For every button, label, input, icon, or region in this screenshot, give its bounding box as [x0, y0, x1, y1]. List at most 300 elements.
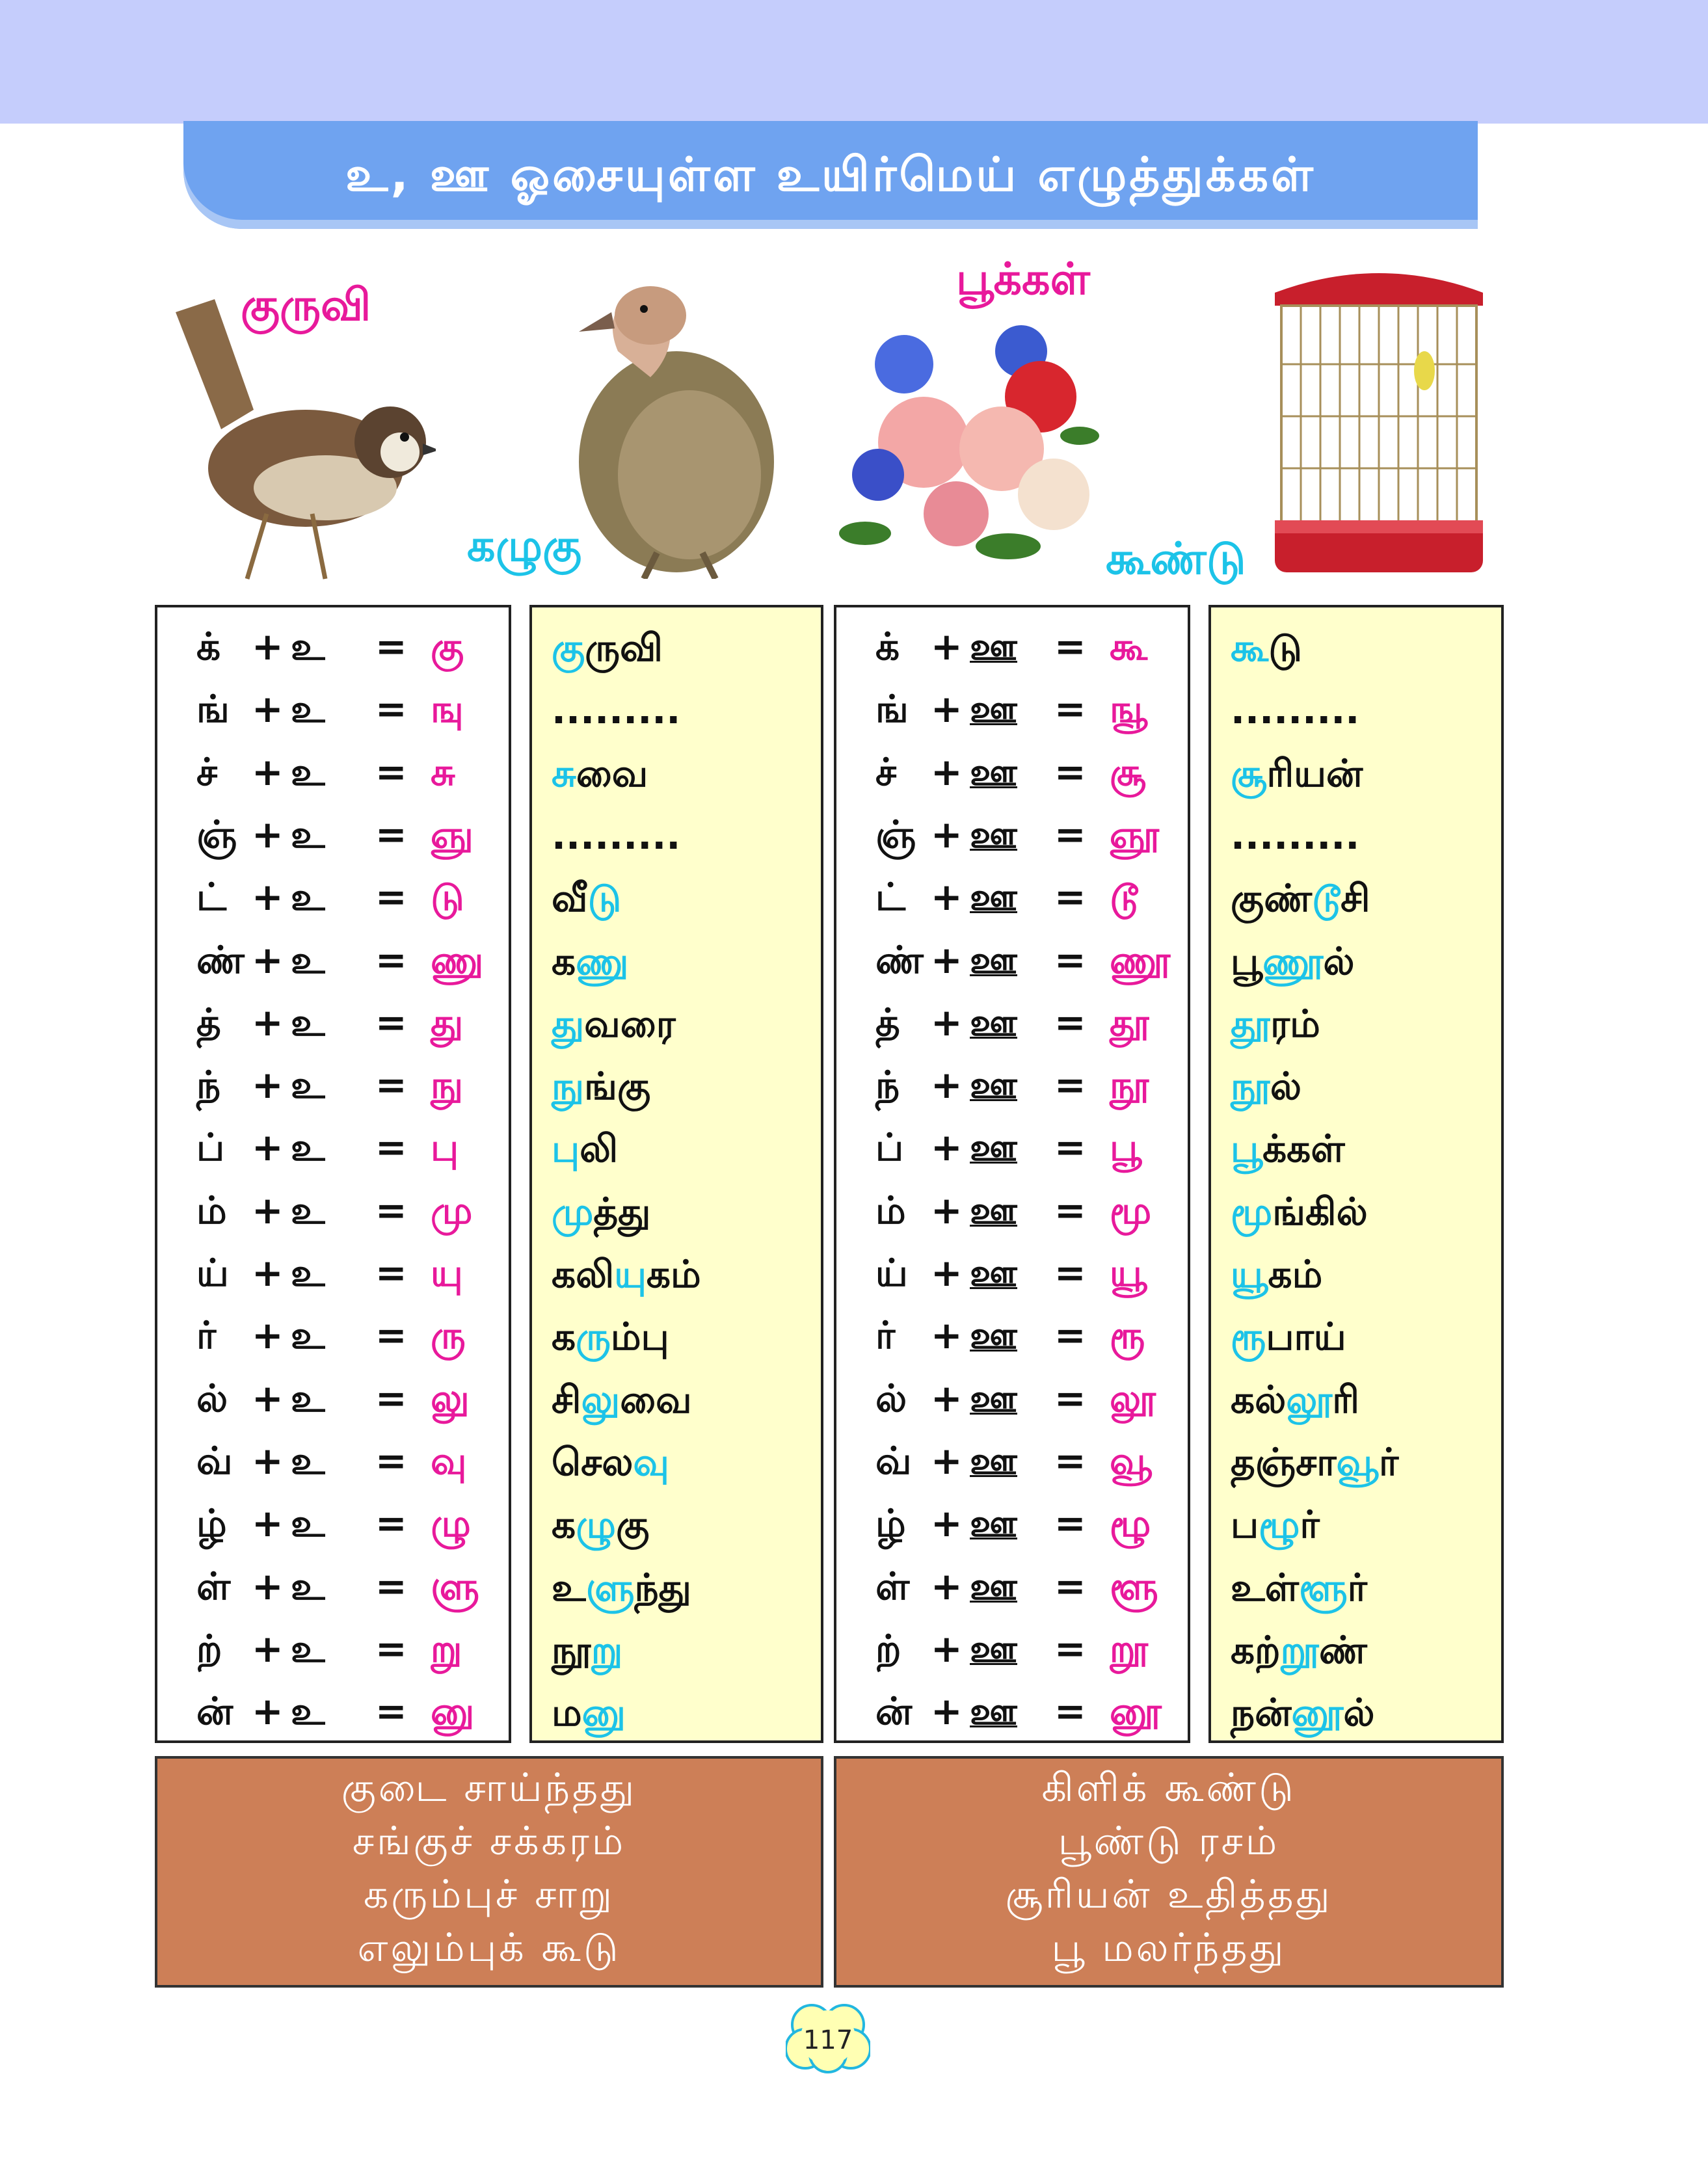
result-letter: டு: [431, 875, 464, 920]
equals-sign: =: [375, 1063, 407, 1108]
word-item: [552, 992, 676, 1056]
equals-sign: =: [1054, 624, 1086, 669]
word-part: .........: [1231, 813, 1360, 858]
result-letter: ஞூ: [1110, 812, 1160, 857]
word-item: [552, 805, 680, 868]
word-item: [552, 1681, 626, 1744]
vowel: உ: [291, 624, 325, 669]
equals-sign: =: [1054, 1376, 1086, 1420]
flowers-label: பூக்கள்: [956, 254, 1090, 305]
word-item: [1231, 992, 1320, 1056]
table_uu-row: [836, 1304, 1188, 1367]
u-combination-table: [155, 605, 511, 1743]
word-part: ர்: [1378, 1439, 1399, 1484]
highlighted-letter: கூ: [1231, 626, 1269, 670]
highlighted-letter: னு: [581, 1690, 626, 1735]
result-letter: ளு: [431, 1564, 479, 1608]
table_u-row: [157, 1492, 509, 1555]
result-letter: னூ: [1110, 1689, 1162, 1734]
consonant: ய்: [875, 1251, 908, 1295]
vowel: உ: [291, 812, 325, 857]
equals-sign: =: [375, 1000, 407, 1045]
title-banner: [183, 121, 1478, 229]
equals-sign: =: [1054, 1313, 1086, 1358]
vowel: உ: [291, 749, 325, 794]
word-part: நூ: [552, 1627, 591, 1672]
vowel: ஊ: [970, 1125, 1018, 1170]
word-item: [552, 679, 680, 742]
vowel: ஊ: [970, 624, 1018, 669]
equals-sign: =: [375, 1626, 407, 1671]
sparrow-label: குருவி: [241, 280, 371, 331]
plus-sign: +: [931, 1689, 963, 1734]
word-part: ர்: [1300, 1502, 1320, 1547]
word-item: [1231, 1305, 1346, 1368]
equals-sign: =: [375, 749, 407, 794]
vowel: உ: [291, 1501, 325, 1546]
vowel: உ: [291, 1063, 325, 1108]
word-part: கற்: [1231, 1627, 1281, 1672]
equals-sign: =: [1054, 1000, 1086, 1045]
consonant: ய்: [196, 1251, 229, 1295]
word-part: ல்: [1270, 1064, 1302, 1109]
plus-sign: +: [252, 1188, 284, 1232]
word-part: லி: [580, 1126, 619, 1171]
word-item: [552, 1368, 692, 1432]
phrase-box-left: [155, 1756, 823, 1988]
table_uu-row: [836, 1555, 1188, 1618]
consonant: ஞ்: [196, 812, 237, 857]
result-letter: து: [431, 1000, 464, 1045]
vowel: ஊ: [970, 1564, 1018, 1608]
table_u-row: [157, 1680, 509, 1743]
equals-sign: =: [1054, 812, 1086, 857]
word-part: ரம்: [1270, 1001, 1320, 1046]
word-item: [552, 867, 621, 930]
plus-sign: +: [252, 749, 284, 794]
word-part: ரி: [1332, 1377, 1359, 1422]
equals-sign: =: [1054, 1438, 1086, 1483]
equals-sign: =: [1054, 875, 1086, 920]
result-letter: நூ: [1110, 1063, 1149, 1108]
result-letter: சு: [431, 749, 455, 794]
phrase-left-2: சங்குச் சக்கரம்: [352, 1818, 626, 1864]
plus-sign: +: [252, 1000, 284, 1045]
highlighted-letter: யு: [614, 1252, 647, 1296]
word-part: .........: [552, 688, 681, 733]
consonant: ந்: [875, 1063, 900, 1108]
word-item: [1231, 617, 1302, 680]
plus-sign: +: [931, 624, 963, 669]
word-part: ம: [552, 1690, 582, 1735]
vowel: உ: [291, 1188, 325, 1232]
word-part: க: [552, 1502, 576, 1547]
table_uu-row: [836, 991, 1188, 1054]
page-number-badge: [786, 2002, 870, 2073]
highlighted-letter: பு: [552, 1126, 580, 1171]
result-letter: ரு: [431, 1313, 466, 1358]
word-part: ர்: [1347, 1565, 1367, 1610]
equals-sign: =: [375, 1564, 407, 1608]
result-letter: பூ: [1110, 1125, 1142, 1170]
word-item: [552, 1619, 622, 1682]
table_uu-row: [836, 1367, 1188, 1430]
word-part: வை: [576, 751, 648, 795]
equals-sign: =: [1054, 1251, 1086, 1295]
table_u-row: [157, 1116, 509, 1179]
word-item: [552, 617, 663, 680]
phrase-right-2: பூண்டு ரசம்: [1058, 1818, 1280, 1864]
highlighted-letter: றூ: [1280, 1627, 1319, 1672]
word-part: ம்பு: [610, 1314, 669, 1359]
result-letter: கு: [431, 624, 464, 669]
vowel: உ: [291, 1125, 325, 1170]
vulture-label: கழுகு: [467, 520, 582, 572]
plus-sign: +: [931, 687, 963, 732]
highlighted-letter: ழூ: [1259, 1502, 1300, 1547]
word-item: [1231, 742, 1363, 805]
consonant: ச்: [875, 749, 897, 794]
plus-sign: +: [252, 1501, 284, 1546]
equals-sign: =: [1054, 1501, 1086, 1546]
word-item: [1231, 1243, 1322, 1306]
highlighted-letter: று: [591, 1627, 623, 1672]
word-part: ண்: [1318, 1627, 1367, 1672]
result-letter: னு: [431, 1689, 475, 1734]
word-part: ல்: [1343, 1690, 1375, 1735]
result-letter: மு: [431, 1188, 473, 1232]
plus-sign: +: [252, 1063, 284, 1108]
word-part: ந்து: [634, 1565, 691, 1610]
table_uu-row: [836, 1618, 1188, 1681]
word-item: [552, 1055, 650, 1118]
word-item: [1231, 1055, 1301, 1118]
result-letter: லு: [431, 1376, 470, 1420]
word-part: ங்கில்: [1272, 1189, 1368, 1234]
result-letter: ரூ: [1110, 1313, 1145, 1358]
highlighted-letter: மு: [552, 1189, 594, 1234]
vowel: ஊ: [970, 687, 1018, 732]
vowel: ஊ: [970, 1188, 1018, 1232]
consonant: ல்: [875, 1376, 907, 1420]
plus-sign: +: [931, 1251, 963, 1295]
word-part: சி: [1341, 876, 1370, 921]
word-part: ப: [1231, 1502, 1259, 1547]
result-letter: ளூ: [1110, 1564, 1158, 1608]
uu-combination-table: [834, 605, 1190, 1743]
table_u-row: [157, 1555, 509, 1618]
plus-sign: +: [252, 1689, 284, 1734]
highlighted-letter: யூ: [1231, 1252, 1268, 1296]
equals-sign: =: [1054, 1188, 1086, 1232]
table_uu-row: [836, 1242, 1188, 1305]
result-letter: ணூ: [1110, 937, 1171, 982]
equals-sign: =: [375, 1313, 407, 1358]
word-item: [1231, 1117, 1345, 1180]
equals-sign: =: [375, 624, 407, 669]
word-part: ல்: [1323, 939, 1355, 983]
word-item: [1231, 679, 1359, 742]
vowel: ஊ: [970, 875, 1018, 920]
result-letter: று: [431, 1626, 462, 1671]
equals-sign: =: [375, 1125, 407, 1170]
result-letter: பு: [431, 1125, 459, 1170]
word-part: நன்: [1231, 1690, 1292, 1735]
plus-sign: +: [252, 1376, 284, 1420]
table_u-row: [157, 866, 509, 929]
vowel: உ: [291, 875, 325, 920]
result-letter: றூ: [1110, 1626, 1149, 1671]
plus-sign: +: [252, 624, 284, 669]
consonant: ச்: [196, 749, 218, 794]
word-item: [1231, 930, 1355, 993]
plus-sign: +: [931, 1438, 963, 1483]
word-part: க்கள்: [1262, 1126, 1345, 1171]
sparrow-image: [163, 299, 436, 585]
highlighted-letter: தூ: [1231, 1001, 1271, 1046]
highlighted-letter: ழு: [576, 1502, 617, 1547]
plus-sign: +: [252, 812, 284, 857]
word-item: [552, 742, 648, 805]
table_uu-row: [836, 1054, 1188, 1117]
consonant: ர்: [875, 1313, 896, 1358]
equals-sign: =: [375, 1689, 407, 1734]
word-part: வை: [620, 1377, 692, 1422]
highlighted-letter: ணு: [576, 939, 629, 983]
table_u-row: [157, 1179, 509, 1242]
word-item: [1231, 1619, 1367, 1682]
table_uu-row: [836, 1179, 1188, 1242]
result-letter: வூ: [1110, 1438, 1153, 1483]
consonant: வ்: [196, 1438, 233, 1483]
word-item: [1231, 1556, 1367, 1619]
vowel: உ: [291, 1251, 325, 1295]
word-part: த்து: [593, 1189, 651, 1234]
vowel: ஊ: [970, 1313, 1018, 1358]
consonant: ள்: [196, 1564, 231, 1608]
plus-sign: +: [931, 812, 963, 857]
word-part: க: [552, 939, 576, 983]
equals-sign: =: [1054, 1626, 1086, 1671]
equals-sign: =: [375, 1188, 407, 1232]
word-item: [1231, 805, 1359, 868]
word-part: .........: [1231, 688, 1360, 733]
result-letter: ழு: [431, 1501, 471, 1546]
consonant: ற்: [196, 1626, 222, 1671]
table_u-row: [157, 741, 509, 804]
word-part: கம்: [1268, 1252, 1323, 1296]
table_u-row: [157, 803, 509, 866]
consonant: ம்: [196, 1188, 227, 1232]
word-part: வரை: [584, 1001, 676, 1046]
highlighted-letter: வூ: [1336, 1439, 1379, 1484]
plus-sign: +: [252, 1626, 284, 1671]
vowel: உ: [291, 937, 325, 982]
highlighted-letter: ளூ: [1298, 1565, 1348, 1610]
word-part: உள்: [1231, 1565, 1299, 1610]
word-part: வீ: [552, 876, 588, 921]
highlighted-letter: ரு: [576, 1314, 611, 1359]
table_u-row: [157, 678, 509, 741]
vowel: உ: [291, 1000, 325, 1045]
consonant: ல்: [196, 1376, 228, 1420]
word-part: க: [552, 1314, 576, 1359]
equals-sign: =: [1054, 1125, 1086, 1170]
highlighted-letter: கு: [552, 626, 585, 670]
plus-sign: +: [931, 937, 963, 982]
vowel: உ: [291, 1376, 325, 1420]
equals-sign: =: [1054, 1063, 1086, 1108]
plus-sign: +: [931, 1376, 963, 1420]
word-part: செல: [552, 1439, 634, 1484]
word-item: [552, 1305, 669, 1368]
plus-sign: +: [931, 1125, 963, 1170]
highlighted-letter: பூ: [1231, 1126, 1263, 1171]
highlighted-letter: லு: [581, 1377, 620, 1422]
phrase-left-3: கரும்புச் சாறு: [364, 1872, 615, 1917]
plus-sign: +: [252, 687, 284, 732]
vowel: உ: [291, 1689, 325, 1734]
highlighted-letter: சூ: [1231, 751, 1267, 795]
word-item: [1231, 867, 1370, 930]
result-letter: வு: [431, 1438, 467, 1483]
plus-sign: +: [252, 875, 284, 920]
table_uu-row: [836, 803, 1188, 866]
vowel: ஊ: [970, 749, 1018, 794]
consonant: த்: [196, 1000, 221, 1045]
vowel: ஊ: [970, 937, 1018, 982]
table_uu-row: [836, 1116, 1188, 1179]
highlighted-letter: டூ: [1312, 876, 1341, 921]
highlighted-letter: னூ: [1291, 1690, 1344, 1735]
word-item: [552, 1243, 701, 1306]
highlighted-letter: சு: [552, 751, 576, 795]
word-item: [552, 1493, 649, 1556]
word-part: கலி: [552, 1252, 615, 1296]
consonant: க்: [196, 624, 221, 669]
phrase-left-4: எலும்புக் கூடு: [357, 1925, 621, 1971]
vowel: ஊ: [970, 1251, 1018, 1295]
equals-sign: =: [375, 1376, 407, 1420]
plus-sign: +: [252, 1438, 284, 1483]
consonant: ண்: [196, 937, 245, 982]
table_uu-row: [836, 678, 1188, 741]
highlighted-letter: நு: [552, 1064, 585, 1109]
vowel: ஊ: [970, 812, 1018, 857]
table_u-row: [157, 1367, 509, 1430]
word-part: ங்கு: [584, 1064, 651, 1109]
table_u-row: [157, 929, 509, 992]
word-part: உ: [552, 1565, 586, 1610]
plus-sign: +: [931, 749, 963, 794]
flowers-image: [826, 299, 1112, 585]
word-item: [1231, 1431, 1398, 1494]
word-part: கம்: [646, 1252, 701, 1296]
plus-sign: +: [931, 1501, 963, 1546]
table_uu-row: [836, 866, 1188, 929]
equals-sign: =: [375, 1501, 407, 1546]
table_u-row: [157, 1242, 509, 1305]
table_uu-row: [836, 1492, 1188, 1555]
table_u-row: [157, 1430, 509, 1493]
consonant: ட்: [875, 875, 906, 920]
table_uu-row: [836, 1680, 1188, 1743]
word-item: [1231, 1681, 1375, 1744]
vowel: உ: [291, 687, 325, 732]
highlighted-letter: ரூ: [1231, 1314, 1266, 1359]
consonant: ழ்: [196, 1501, 227, 1546]
highlighted-letter: ணூ: [1262, 939, 1324, 983]
cage-label: கூண்டு: [1106, 533, 1246, 585]
phrase-box-right: [834, 1756, 1504, 1988]
result-letter: யூ: [1110, 1251, 1147, 1295]
plus-sign: +: [931, 1000, 963, 1045]
word-part: கு: [616, 1502, 650, 1547]
plus-sign: +: [931, 1564, 963, 1608]
vowel: உ: [291, 1438, 325, 1483]
table_u-row: [157, 1618, 509, 1681]
word-item: [552, 930, 629, 993]
consonant: ட்: [196, 875, 227, 920]
phrase-left-1: குடை சாய்ந்தது: [341, 1765, 637, 1811]
highlighted-letter: து: [552, 1001, 585, 1046]
result-letter: ஙூ: [1110, 687, 1148, 732]
consonant: த்: [875, 1000, 900, 1045]
result-letter: சூ: [1110, 749, 1146, 794]
equals-sign: =: [1054, 1564, 1086, 1608]
word-item: [1231, 1493, 1320, 1556]
equals-sign: =: [1054, 749, 1086, 794]
consonant: ங்: [875, 687, 909, 732]
vowel: ஊ: [970, 1689, 1018, 1734]
word-part: டு: [1268, 626, 1302, 670]
table_uu-row: [836, 929, 1188, 992]
phrase-right-3: சூரியன் உதித்தது: [1005, 1872, 1333, 1917]
word-part: ருவி: [585, 626, 663, 670]
equals-sign: =: [375, 687, 407, 732]
highlighted-letter: மூ: [1231, 1189, 1273, 1234]
result-letter: லூ: [1110, 1376, 1156, 1420]
table_uu-row: [836, 741, 1188, 804]
plus-sign: +: [252, 1564, 284, 1608]
consonant: ப்: [875, 1125, 904, 1170]
consonant: ப்: [196, 1125, 225, 1170]
vowel: உ: [291, 1564, 325, 1608]
table_uu-row: [836, 615, 1188, 678]
page-number: 117: [803, 2025, 853, 2055]
consonant: க்: [875, 624, 900, 669]
u-word-list: [529, 605, 823, 1743]
word-part: சி: [552, 1377, 581, 1422]
plus-sign: +: [931, 1626, 963, 1671]
result-letter: ணு: [431, 937, 484, 982]
plus-sign: +: [931, 1188, 963, 1232]
table_uu-row: [836, 1430, 1188, 1493]
vowel: ஊ: [970, 1000, 1018, 1045]
word-item: [1231, 1180, 1368, 1244]
equals-sign: =: [375, 812, 407, 857]
result-letter: தூ: [1110, 1000, 1150, 1045]
result-letter: நு: [431, 1063, 464, 1108]
word-part: தஞ்சா: [1231, 1439, 1337, 1484]
equals-sign: =: [1054, 1689, 1086, 1734]
page-title: உ, ஊ ஓசையுள்ள உயிர்மெய் எழுத்துக்கள்: [345, 147, 1316, 202]
result-letter: ஞு: [431, 812, 474, 857]
uu-word-list: [1208, 605, 1504, 1743]
highlighted-letter: வு: [633, 1439, 669, 1484]
vowel: ஊ: [970, 1501, 1018, 1546]
consonant: ம்: [875, 1188, 906, 1232]
